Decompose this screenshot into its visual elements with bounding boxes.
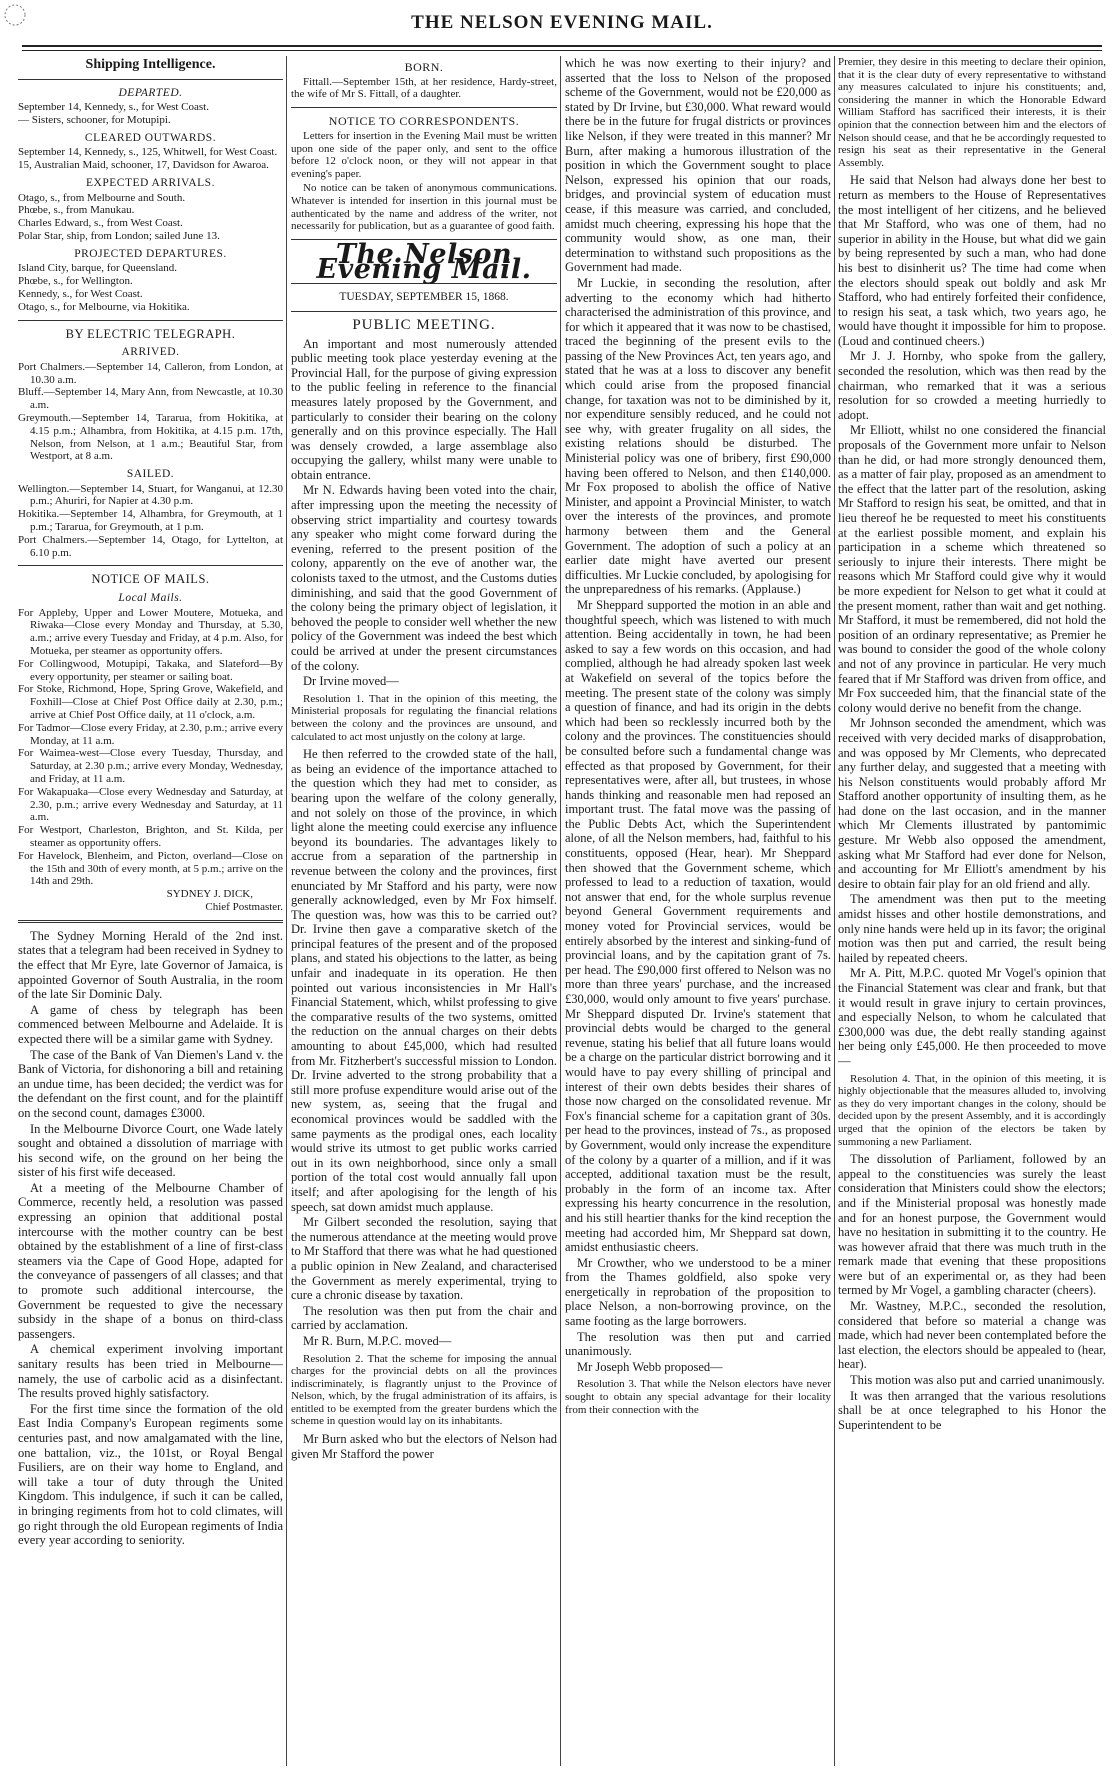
article-paragraph: Mr Johnson seconded the amendment, which was received with very decided marks of disapprobation, and was opposed by Mr Clements, who deprecated any further delay, and suggested that a meeting with his Nelson constituents would probably afford Mr Stafford another opportunity of insulting them, as he had done on the last occasion, and in the manner which Mr Clements illustrated by pantomimic gesture. Mr Webb also opposed the amendment, asking what Mr Stafford had ever done for Nelson, and accounting for Mr Elliott's amendment by his desire to obtain fair play for an old friend and ally. (838, 716, 1106, 891)
list-item: — Sisters, schooner, for Motupipi. (18, 113, 171, 126)
list-item: Kennedy, s., for West Coast. (18, 287, 143, 300)
cleared-heading: CLEARED OUTWARDS. (84, 131, 217, 144)
resolution-text: Resolution 1. That in the opinion of this meeting, the Ministerial proposals for regulating the financial relations between the colony and the provinces are unsound, and calculated to act most unjustly on the colony at large. (291, 692, 557, 743)
born-heading: BORN. (404, 60, 444, 74)
masthead: THE NELSON EVENING MAIL. (411, 12, 713, 33)
resolution-text: Premier, they desire in this meeting to declare their opinion, that it is the clear duty of every representative to withstand any measures calculated to injure his constituents; and, considering the manner in which the Honorable Edward William Stafford has sacrificed their interests, it is their opinion that the connection between him and the electors of Nelson should cease, and that he be accordingly requested to resign his seat as their representative in the General Assembly. (838, 56, 1106, 169)
news-paragraph: The case of the Bank of Van Diemen's Land v. the Bank of Victoria, for dishonoring a bill and retaining an undue time, has been decided; the verdict was for the defendant on the first count, and for the plaintiff on the second count, damages £3000. (18, 1047, 283, 1120)
shipping-heading: Shipping Intelligence. (85, 57, 216, 72)
issue-date: TUESDAY, SEPTEMBER 15, 1868. (339, 291, 509, 304)
article-paragraph: Mr N. Edwards having been voted into the chair, after impressing upon the meeting the necessity of observing strict impartiality and courtesy towards any speaker who might come forward during the evening, referred to the present position of the colony, apparently on the eve of another war, the colonists taxed to the utmost, and the Customs duties diminishing, and said that the good Government of the colony being the primary object of legislation, it behoved the people to consider well whether the new policy of the Government was indeed the best which could be arrived at under the present circumstances of the colony. (291, 483, 557, 673)
list-item: Port Chalmers.—September 14, Otago, for Lyttelton, at 6.10 p.m. (18, 533, 283, 559)
article-paragraph: This motion was also put and carried unanimously. (850, 1373, 1105, 1388)
divider (18, 920, 283, 923)
article-paragraph: Mr Luckie, in seconding the resolution, after adverting to the economy which had hitherto characterised the administration of this province, and for which it appeared that it was now to be chastised, traced the beginning of the present evils to the passing of the New Provinces Act, ten years ago, and stated that he was at a loss to discover any benefit which could arise from the proposed financial change, for taxation was not to be diminished by it, nor expenditure sensibly reduced, and he could not see why, with greater frugality on all sides, the existing relations should be disturbed. The Ministerial policy was one of bribery, first £90,000 having been offered to Nelson, and then £140,000. Mr Fox proposed to abolish the office of Native Minister, and appoint a Provincial Minister, to watch over the interests of the provinces, and promote harmony between them and the General Government. The adoption of such a policy at an earlier date might have averted our present difficulties. Mr Luckie concluded, by apologising for the unpreparedness of his remarks. (Applause.) (565, 275, 831, 597)
projected-heading: PROJECTED DEPARTURES. (74, 247, 227, 260)
list-item: Phœbe, s., from Manukau. (18, 204, 135, 217)
news-paragraph: At a meeting of the Melbourne Chamber of Commerce, recently held, a resolution was passed expressing an opinion that additional postal intercourse with the mother country can be best obtained by the establishment of a line of first-class steamers via the Cape of Good Hope, adapted for the conveyance of passengers of all classes; and that to promote such additional intercourse, the Government be requested to give the necessary subsidy in the shape of a bonus on third-class passengers. (18, 1180, 283, 1341)
signature: SYDNEY J. DICK, (166, 888, 253, 901)
list-item: For Waimea-west—Close every Tuesday, Thursday, and Saturday, at 2.30 p.m.; arrive every Monday, Wednesday, and Friday, at 11 a.m. (18, 747, 283, 786)
column-divider (834, 56, 835, 1766)
mails-subheading: Local Mails. (118, 592, 183, 605)
article-paragraph: Mr Joseph Webb proposed— (577, 1359, 723, 1374)
list-item: Port Chalmers.—September 14, Calleron, from London, at 10.30 a.m. (18, 360, 283, 386)
list-item: Bluff.—September 14, Mary Ann, from Newcastle, at 10.30 a.m. (18, 386, 283, 412)
list-item: Otago, s., for Melbourne, via Hokitika. (18, 300, 190, 313)
news-paragraph: The Sydney Morning Herald of the 2nd inst. states that a telegram had been received in Sydney to the effect that Mr Eyre, late Governor of Jamaica, is appointed Governor of South Australia, in the room of the late Sir Dominic Daly. (18, 928, 283, 1002)
article-paragraph: Mr Crowther, who we understood to be a miner from the Thames goldfield, also spoke very energetically in reprobation of the proposition to place Nelson, a non-borrowing province, on the same footing as the large borrowers. (565, 1255, 831, 1329)
masthead-rule-thin (22, 50, 1102, 51)
column-divider (286, 56, 287, 1766)
list-item: For Appleby, Upper and Lower Moutere, Motueka, and Riwaka—Close every Monday and Thursday, at 5.30, a.m.; arrive every Tuesday and Friday, at 4 p.m. Also, for Motueka, per steamer as opportunity offers. (18, 606, 283, 658)
notice-heading: NOTICE TO CORRESPONDENTS. (328, 114, 520, 129)
article-paragraph: The resolution was then put and carried unanimously. (565, 1329, 831, 1359)
article-paragraph: Mr R. Burn, M.P.C. moved— (303, 1333, 452, 1348)
sailed-heading: SAILED. (126, 468, 175, 481)
column-1 (18, 56, 283, 1766)
article-paragraph: Mr A. Pitt, M.P.C. quoted Mr Vogel's opinion that the Financial Statement was clear and frank, but that it would result in grave injury to certain provinces, and especially Nelson, to whom he calculated that £300,000 was due, the debt really standing against her being only £45,000. He then proceeded to move— (838, 966, 1106, 1068)
column-4 (838, 56, 1106, 1766)
article-paragraph: It was then arranged that the various resolutions shall be at once telegraphed to his Honor the Superintendent to be (838, 1388, 1106, 1432)
article-paragraph: Mr Elliott, whilst no one considered the financial proposals of the Government more unfair to Nelson than he did, or had more strongly denounced them, as a matter of fair play, proposed as an amendment to the effect that the latter part of the resolution, asking Mr Stafford to resign his seat, be omitted, and that in lieu thereof he be requested to meet his constituents at the earliest possible moment, and explain his participation in a scheme which threatened so seriously to injure their interests. There might be reasons which Mr Stafford could give why it would be more expedient for Nelson to get what it could at the present moment, rather than wait and get nothing. Mr Stafford, it must be remembered, did not hold the position of an ordinary representative; as Premier he was bound to consider the good of the whole colony and not of any province in particular. He very much feared that if Mr Stafford was driven from office, and Mr Fox succeeded him, that the financial state of the colony would derive no benefit from the change. (838, 423, 1106, 715)
resolution-text: Resolution 3. That while the Nelson electors have never sought to obtain any special advantage for their locality from their connection with the (565, 1378, 831, 1416)
list-item: 15, Australian Maid, schooner, 17, Davidson for Awaroa. (18, 159, 269, 172)
list-item: Polar Star, ship, from London; sailed June 13. (18, 229, 220, 242)
article-paragraph: He said that Nelson had always done her best to return as members to the House of Representatives the most intelligent of her citizens, and he believed that Mr Stafford, who was one of them, had no superior in ability in the House, but what did we gain by being represented by such a man, who had done his best to disinherit us? The time had come when the electors should speak out boldly and ask Mr Stafford, who had entirely forfeited their confidence, to resign his seat, a task which, two years ago, he would have thought it impossible for him to propose. (Loud and continued cheers.) (838, 173, 1106, 348)
article-paragraph: An important and most numerously attended public meeting took place yesterday evening at the Provincial Hall, for the purpose of giving expression to the public feeling in reference to the financial measures lately proposed by the Government, and particularly to consider their bearing on the colony generally and on this province especially. The Hall was densely crowded, a large assemblage also occupying the gallery, whilst many were unable to obtain entrance. (291, 336, 557, 482)
article-paragraph: The dissolution of Parliament, followed by an appeal to the constituencies was surely the least consideration that Ministers could show the electors; and if the Ministerial proposal was honestly made and for an honest purpose, the Government would have no hesitation in submitting it to the country. He was however afraid that there was much truth in the remark made that evening that these propositions were but of an experimental or, as they had been termed by Mr Vogel, a gambling character (cheers). (838, 1152, 1106, 1298)
list-item: September 14, Kennedy, s., for West Coast. (18, 101, 209, 114)
telegraph-heading: BY ELECTRIC TELEGRAPH. (65, 326, 236, 341)
resolution-text: Resolution 2. That the scheme for imposing the annual charges for the provincial debts on all the provinces indiscriminately, is flagrantly unjust to the Province of Nelson, which, by the frugal administration of its affairs, is entitled to be exempted from the greater burdens which the scheme in question would lay on its inhabitants. (291, 1352, 557, 1428)
paper-title: The Nelson Evening Mail. (316, 239, 532, 285)
column-divider (560, 56, 561, 1766)
divider (291, 311, 557, 312)
list-item: Charles Edward, s., from West Coast. (18, 217, 183, 230)
column-3 (565, 56, 831, 1766)
list-item: Greymouth.—September 14, Tararua, from Hokitika, at 4.15 p.m.; Alhambra, from Hokitika, at 4.15 p.m. 17th, Nelson, from Nelson, at 1 a.m.; Beautiful Star, from Westport, at 8 a.m. (18, 411, 283, 463)
resolution-text: Resolution 4. That, in the opinion of this meeting, it is highly objectionable that the measures alluded to, involving as they do very important changes in the colony, should be decided upon by the present Assembly, and it is accordingly urged that the opinion of the electors be taken by summoning a new Parliament. (838, 1072, 1106, 1148)
article-paragraph: which he was now exerting to their injury? and asserted that the loss to Nelson of the proposed scheme of the Government, would not be £20,000 as stated by Dr Irvine, but £30,000. What reward would there be in the future for frugal districts or provinces like Nelson, if they were treated in this manner? Mr Burn, after making a humorous illustration of the position in which the Government sought to place Nelson, expressed his opinion that our roads, bridges, and provincial system of education must cease, if this measure was carried, and concluded, amidst much cheering, expressing his hope that the community would show, as one man, their determination to withstand such propositions as the Government had made. (565, 56, 831, 275)
news-paragraph: In the Melbourne Divorce Court, one Wade lately sought and obtained a dissolution of marriage with his second wife, on the ground on her being the sister of his first wife deceased. (18, 1121, 283, 1180)
signature-title: Chief Postmaster. (205, 900, 283, 913)
mails-heading: NOTICE OF MAILS. (91, 572, 210, 587)
article-paragraph: Mr Sheppard supported the motion in an able and thoughtful speech, which was listened to with much attention. Being accidentally in town, he had been asked to say a few words on this occasion, and had complied, although he had already spoken last week at Wakefield on several of the topics before the meeting. The present state of the colony was simply a question of finance, and had its origin in the debts which had been so recklessly incurred both by the colony and the provinces. The constituencies should be consulted before such a fundamental change was effected as that proposed by Government, for their representatives were, after all, but trustees, in whose hands thinking and reasonable men had reposed an important trust. The fatal move was the passing of the Public Debts Act, which the Superintendent alone, of all the Nelson members, had, faithful to his constituents, opposed (Hear, hear). Mr Sheppard then showed that the Government scheme, which professed to lead to a reduction of taxation, would not answer that end, for the whole surplus revenue beyond General Government requirements and money voted for Provincial services, would be entirely absorbed by the interest and sinking-fund of provincial loans, and by the capitation grant of 7s. per head. The £90,000 first offered to Nelson was no more than three years' purchase, and the increased £30,000, would only amount to five years' purchase. Mr Sheppard disputed Dr. Irvine's statement that provincial debts would be charged to the general revenue, stating his belief that all future loans would be a charge on the particular district borrowing and it would have to pay every shilling of principal and interest of their own debts besides their shares of those now charged on the consolidated revenue. Mr Fox's financial scheme for a capitation grant of 30s. per head to the provinces, instead of 7s., as proposed by Government, would only increase the expenditure of the colony by a quarter of a million, and if it was accepted, additional taxation must be the result, probably in the form of an income tax. After expressing his hearty concurrence in the resolution, and his still heartier thanks for the kind reception the meeting had accorded him, Mr Sheppard sat down, amidst enthusiastic cheers. (565, 597, 831, 1255)
article-paragraph: Dr Irvine moved— (303, 674, 399, 689)
news-paragraph: For the first time since the formation of the old East India Company's European regiments some centuries past, and now amalgamated with the line, one battalion, viz., the 101st, or Royal Bengal Fusiliers, are on their way home to England, and will take a tour of duty through the United Kingdom. This indulgence, if such it can be called, in bringing regiments from hot to cold climates, will go right through the old European regiments of India every year according to seniority. (18, 1401, 283, 1548)
list-item: Wellington.—September 14, Stuart, for Wanganui, at 12.30 p.m.; Ahuriri, for Napier at 4.30 p.m. (18, 482, 283, 508)
article-paragraph: Mr Gilbert seconded the resolution, saying that the numerous attendance at the meeting would prove to Mr Stafford that there was what he had questioned a public opinion in New Zealand, and characterised the Government as merely experimental, trying to cure a chronic disease by taxation. (291, 1215, 557, 1303)
notice-paragraph: No notice can be taken of anonymous communications. Whatever is intended for insertion in this journal must be authenticated by the name and address of the writer, not necessarily for publication, but as a guarantee of good faith. (291, 181, 557, 233)
notice-paragraph: Letters for insertion in the Evening Mail must be written upon one side of the paper only, and sent to the office before 12 o'clock noon, or they will not appear in that evening's paper. (291, 129, 557, 181)
list-item: For Havelock, Blenheim, and Picton, overland—Close on the 15th and 30th of every month, at 5 p.m.; arrive on the 14th and 29th. (18, 849, 283, 888)
news-paragraph: A game of chess by telegraph has been commenced between Melbourne and Adelaide. It is expected there will be a similar game with Sydney. (18, 1002, 283, 1046)
list-item: Hokitika.—September 14, Alhambra, for Greymouth, at 1 p.m.; Tararua, for Greymouth, at 1 p.m. (18, 508, 283, 534)
expected-heading: EXPECTED ARRIVALS. (86, 176, 215, 189)
list-item: September 14, Kennedy, s., 125, Whitwell, for West Coast. (18, 146, 278, 159)
article-paragraph: Mr. Wastney, M.P.C., seconded the resolution, considered that before so material a change was made, which had never been contemplated before the last election, the electors should be appealed to (hear, hear). (838, 1299, 1106, 1372)
column-2 (291, 56, 557, 1766)
list-item: For Collingwood, Motupipi, Takaka, and Slateford—By every opportunity, per steamer or sailing boat. (18, 657, 283, 683)
departed-heading: DEPARTED. (118, 86, 183, 99)
masthead-rule (22, 45, 1102, 47)
divider (18, 565, 283, 566)
list-item: Otago, s., from Melbourne and South. (18, 191, 186, 204)
article-paragraph: The resolution was then put from the chair and carried by acclamation. (291, 1303, 557, 1333)
list-item: For Wakapuaka—Close every Wednesday and Saturday, at 2.30, p.m.; arrive every Wednesday and Saturday, at 11 a.m. (18, 785, 283, 824)
list-item: For Tadmor—Close every Friday, at 2.30, p.m.; arrive every Monday, at 11 a.m. (18, 721, 283, 747)
article-paragraph: He then referred to the crowded state of the hall, as being an evidence of the importance attached to the question which they had met to consider, as bearing upon the welfare of the colony generally, and not solely on those of the province, in which light alone the meeting could exercise any influence beyond its boundaries. The advantages likely to accrue from a separation of the partnership in revenue between the colony and the provinces, first enunciated by Mr Stafford and his party, were now generally acknowledged, even by Mr Fox himself. The question was, how was this to be carried out? Dr. Irvine then gave a comparative sketch of the principal features of the present and of the proposed plans, and stated his objections to the latter, as being unfair and inadequate in its operation. He then pointed out various inconsistencies in Mr Hall's Financial Statement, which, whilst professing to give the comparative results of the two systems, omitted the reduction on the annual charges on their debts amounting to about £45,000, which had resulted from Mr. Fitzherbert's successful mission to London. Dr. Irvine adverted to the strong probability that a still more profuse expenditure would arise out of the new system, as, seeing that the frugal and economical provinces would be saddled with the same payments as the prodigal ones, each locality would strive its utmost to get public works carried out in its own neighborhood, since only a small portion of the total cost would annually fall upon itself; and after apologising for the length of his speech, sat down amidst much applause. (291, 747, 557, 1214)
arrived-heading: ARRIVED. (121, 346, 180, 359)
article-paragraph: Mr Burn asked who but the electors of Nelson had given Mr Stafford the power (291, 1432, 557, 1461)
list-item: For Stoke, Richmond, Hope, Spring Grove, Wakefield, and Foxhill—Close at Chief Post Office daily at 2.30, p.m.; arrive at Chief Post Office daily, at 11 o'clock, a.m. (18, 683, 283, 722)
list-item: Phœbe, s., for Wellington. (18, 275, 133, 288)
article-heading: PUBLIC MEETING. (352, 316, 496, 333)
list-item: Island City, barque, for Queensland. (18, 262, 178, 275)
article-paragraph: Mr J. J. Hornby, who spoke from the gallery, seconded the resolution, which was then read by the chairman, who remarked that it was a serious resolution for so crowded a meeting hurriedly to adopt. (838, 349, 1106, 422)
divider (18, 320, 283, 321)
article-paragraph: The amendment was then put to the meeting amidst hisses and other hostile demonstrations, and only nine hands were held up in its favor; the original motion was then put and carried, the result being hailed by repeated cheers. (838, 892, 1106, 965)
news-paragraph: A chemical experiment involving important sanitary results has been tried in Melbourne—namely, the use of carbolic acid as a disinfectant. The results proved highly satisfactory. (18, 1342, 283, 1401)
list-item: For Westport, Charleston, Brighton, and St. Kilda, per steamer as opportunity offers. (18, 824, 283, 849)
born-notice: Fittall.—September 15th, at her residence, Hardy-street, the wife of Mr S. Fittall, of a daughter. (291, 75, 557, 101)
divider (291, 107, 557, 108)
divider (18, 79, 283, 80)
